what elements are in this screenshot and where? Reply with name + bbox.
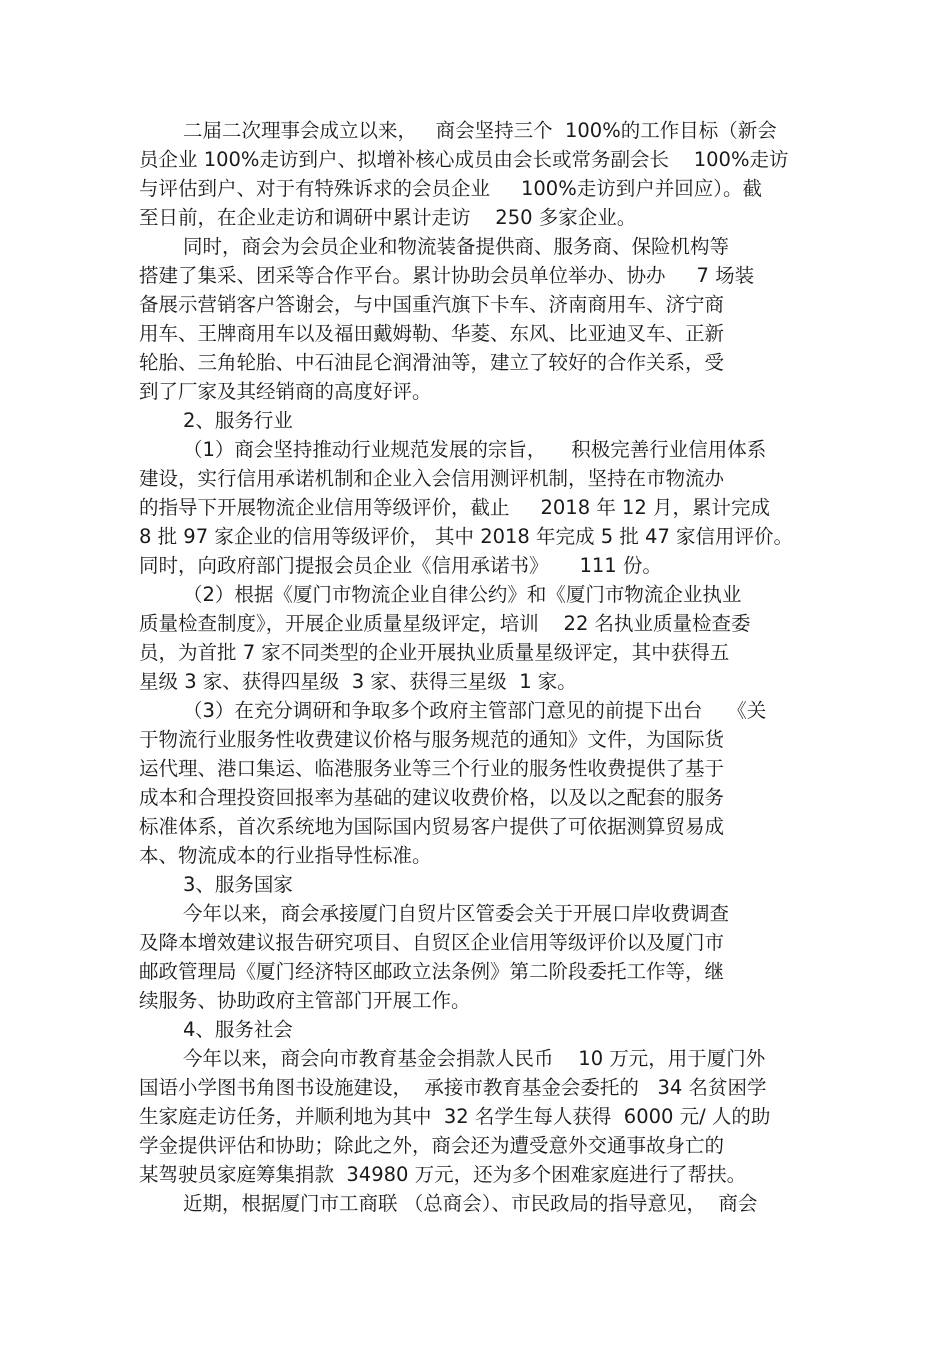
text-line: 与评估到户、对于有特殊诉求的会员企业 100%走访到户并回应）。截 [139, 177, 762, 200]
text-line: 备展示营销客户答谢会，与中国重汽旗下卡车、济南商用车、济宁商 [139, 293, 725, 316]
text-line: 生家庭走访任务，并顺利地为其中 32 名学生每人获得 6000 元/ 人的助 [139, 1105, 771, 1128]
text-line: 质量检查制度》，开展企业质量星级评定，培训 22 名执业质量检查委 [139, 612, 751, 635]
text-line: 的指导下开展物流企业信用等级评价，截止 2018 年 12 月，累计完成 [139, 496, 771, 519]
text-line: 今年以来，商会向市教育基金会捐款人民币 10 万元，用于厦门外 [183, 1047, 766, 1070]
text-line: 运代理、港口集运、临港服务业等三个行业的服务性收费提供了基于 [139, 757, 725, 780]
text-line: 2、服务行业 [183, 409, 293, 432]
text-line: 建设，实行信用承诺机制和企业入会信用测评机制，坚持在市物流办 [139, 467, 725, 490]
document-body [139, 116, 811, 1218]
text-line: （3）在充分调研和争取多个政府主管部门意见的前提下出台 《关 [183, 699, 767, 722]
text-line: 邮政管理局《厦门经济特区邮政立法条例》第二阶段委托工作等，继 [139, 960, 725, 983]
text-line: 于物流行业服务性收费建议价格与服务规范的通知》文件，为国际货 [139, 728, 725, 751]
text-line: 同时，向政府部门提报会员企业《信用承诺书》 111 份。 [139, 554, 662, 577]
text-line: 8 批 97 家企业的信用等级评价， 其中 2018 年完成 5 批 47 家信用评价。 [139, 525, 794, 548]
text-line: 今年以来，商会承接厦门自贸片区管委会关于开展口岸收费调查 [183, 902, 730, 925]
text-line: 本、物流成本的行业指导性标准。 [139, 844, 432, 867]
text-line: 成本和合理投资回报率为基础的建议收费价格，以及以之配套的服务 [139, 786, 725, 809]
text-line: 轮胎、三角轮胎、中石油昆仑润滑油等，建立了较好的合作关系，受 [139, 351, 725, 374]
text-line: 学金提供评估和协助；除此之外，商会还为遭受意外交通事故身亡的 [139, 1134, 725, 1157]
text-line: 至日前，在企业走访和调研中累计走访 250 多家企业。 [139, 206, 637, 229]
text-line: 4、服务社会 [183, 1018, 293, 1041]
text-line: （2）根据《厦门市物流企业自律公约》和《厦门市物流企业执业 [183, 583, 742, 606]
text-line: 某驾驶员家庭筹集捐款 34980 万元，还为多个困难家庭进行了帮扶。 [139, 1163, 747, 1186]
text-line: 标准体系，首次系统地为国际国内贸易客户提供了可依据测算贸易成 [139, 815, 725, 838]
text-line: 员，为首批 7 家不同类型的企业开展执业质量星级评定，其中获得五 [139, 641, 730, 664]
text-line: 近期，根据厦门市工商联 （总商会）、市民政局的指导意见， 商会 [183, 1192, 758, 1215]
text-line: 员企业 100%走访到户、拟增补核心成员由会长或常务副会长 100%走访 [139, 148, 789, 171]
text-line: 星级 3 家、获得四星级 3 家、获得三星级 1 家。 [139, 670, 577, 693]
text-line: 搭建了集采、团采等合作平台。累计协助会员单位举办、协办 7 场装 [139, 264, 755, 287]
text-line: 到了厂家及其经销商的高度好评。 [139, 380, 432, 403]
text-line: 同时，商会为会员企业和物流装备提供商、服务商、保险机构等 [183, 235, 730, 258]
text-line: 续服务、协助政府主管部门开展工作。 [139, 989, 471, 1012]
text-line: 3、服务国家 [183, 873, 293, 896]
text-line: 及降本增效建议报告研究项目、自贸区企业信用等级评价以及厦门市 [139, 931, 725, 954]
text-line: （1）商会坚持推动行业规范发展的宗旨， 积极完善行业信用体系 [183, 438, 767, 461]
text-line: 二届二次理事会成立以来， 商会坚持三个 100%的工作目标（新会 [183, 119, 777, 142]
text-line: 国语小学图书角图书设施建设， 承接市教育基金会委托的 34 名贫困学 [139, 1076, 767, 1099]
text-line: 用车、王牌商用车以及福田戴姆勒、华菱、东风、比亚迪叉车、正新 [139, 322, 725, 345]
